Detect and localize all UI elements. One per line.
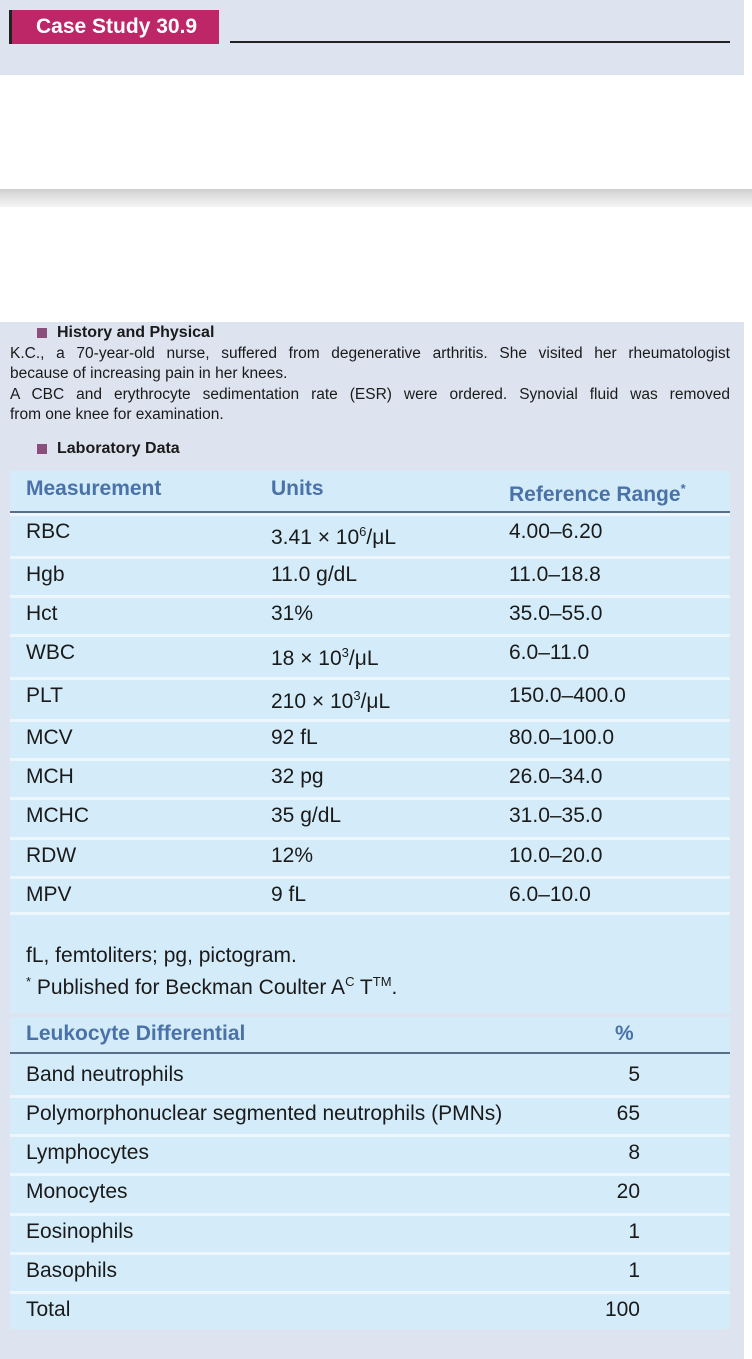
measurement-cell: WBC: [26, 641, 75, 664]
history-para2-line2: from one knee for examination.: [10, 406, 224, 423]
row-separator: [10, 1095, 730, 1098]
row-separator: [10, 1291, 730, 1294]
differential-percent-cell: 1: [628, 1220, 640, 1243]
percent-header: %: [615, 1022, 634, 1045]
reference-cell: 10.0–20.0: [509, 844, 603, 867]
title-band: [0, 0, 744, 75]
row-separator: [10, 1134, 730, 1137]
measurement-cell: RBC: [26, 520, 71, 543]
row-separator: [10, 513, 730, 516]
row-separator: [10, 634, 730, 637]
reference-cell: 11.0–18.8: [509, 563, 601, 586]
square-bullet-icon: [37, 328, 47, 338]
square-bullet-icon: [37, 444, 47, 454]
row-separator: [10, 912, 730, 915]
units-cell: $210 \times 10^3/\mu L$: [271, 688, 391, 713]
row-separator: [10, 677, 730, 680]
header-rule: [10, 1052, 730, 1054]
units-cell: 32 pg: [271, 765, 324, 788]
measurement-cell: PLT: [26, 684, 63, 707]
reference-cell: 31.0–35.0: [509, 804, 603, 827]
measurement-cell: RDW: [26, 844, 77, 867]
measurement-cell: MPV: [26, 883, 72, 906]
row-separator: [10, 876, 730, 879]
reference-cell: 6.0–11.0: [509, 641, 590, 664]
differential-name-cell: Basophils: [26, 1259, 118, 1282]
title-rule: [230, 41, 730, 43]
row-separator: [10, 719, 730, 722]
measurement-cell: MCHC: [26, 804, 89, 827]
reference-cell: 80.0–100.0: [509, 726, 615, 749]
measurement-header: Measurement: [26, 477, 162, 500]
row-separator: [10, 595, 730, 598]
row-separator: [10, 1213, 730, 1216]
reference-cell: 35.0–55.0: [509, 602, 603, 625]
measurement-cell: Hct: [26, 602, 58, 625]
differential-header: Leukocyte Differential: [26, 1022, 246, 1045]
units-cell: 31%: [271, 602, 314, 625]
separator-bar: [0, 189, 752, 207]
differential-name-cell: Total: [26, 1298, 71, 1321]
units-cell: 35 g/dL: [271, 804, 342, 827]
leukocyte-differential-table: [10, 1017, 730, 1329]
differential-name-cell: Lymphocytes: [26, 1141, 149, 1164]
measurement-cell: MCH: [26, 765, 74, 788]
row-separator: [10, 797, 730, 800]
measurement-cell: MCV: [26, 726, 73, 749]
row-separator: [10, 1173, 730, 1176]
measurement-cell: Hgb: [26, 563, 65, 586]
history-heading: History and Physical: [37, 322, 214, 344]
case-study-title: Case Study 30.9: [9, 10, 219, 44]
row-separator: [10, 758, 730, 761]
differential-name-cell: Eosinophils: [26, 1220, 134, 1243]
lab-data-table: [10, 471, 730, 1013]
reference-cell: 150.0–400.0: [509, 684, 626, 707]
differential-percent-cell: 8: [628, 1141, 640, 1164]
units-cell: $18 \times 10^3/\mu L$: [271, 645, 379, 670]
reference-range-header: Reference Range*: [509, 481, 686, 506]
case-content: [0, 322, 744, 1359]
footnote-reference: * Published for Beckman Coulter $A^C$ T™.: [26, 974, 398, 999]
reference-cell: 4.00–6.20: [509, 520, 603, 543]
differential-percent-cell: 5: [628, 1063, 640, 1086]
history-para2-line1: A CBC and erythrocyte sedimentation rate (ESR) were ordered. Synovial fluid was removed: [10, 386, 730, 403]
reference-cell: 6.0–10.0: [509, 883, 591, 906]
history-para1-line2: because of increasing pain in her knees.: [10, 365, 288, 382]
reference-cell: 26.0–34.0: [509, 765, 603, 788]
row-separator: [10, 1252, 730, 1255]
row-separator: [10, 556, 730, 559]
footnote-abbreviations: fL, femtoliters; pg, pictogram.: [26, 944, 297, 967]
units-cell: 12%: [271, 844, 314, 867]
differential-name-cell: Monocytes: [26, 1180, 128, 1203]
lab-heading: Laboratory Data: [37, 438, 180, 460]
differential-name-cell: Polymorphonuclear segmented neutrophils (PMNs): [26, 1102, 503, 1125]
units-header: Units: [271, 477, 324, 500]
units-cell: $3.41 \times 10^6/\mu L$: [271, 524, 397, 549]
differential-percent-cell: 20: [616, 1180, 640, 1203]
history-para1-line1: K.C., a 70-year-old nurse, suffered from degenerative arthritis. She visited her rheumatologist: [10, 345, 730, 362]
differential-percent-cell: 1: [628, 1259, 640, 1282]
differential-percent-cell: 65: [616, 1102, 640, 1125]
units-cell: 9 fL: [271, 883, 307, 906]
row-separator: [10, 837, 730, 840]
differential-percent-cell: 100: [604, 1298, 640, 1321]
units-cell: 11.0 g/dL: [271, 563, 358, 586]
units-cell: 92 fL: [271, 726, 318, 749]
differential-name-cell: Band neutrophils: [26, 1063, 184, 1086]
